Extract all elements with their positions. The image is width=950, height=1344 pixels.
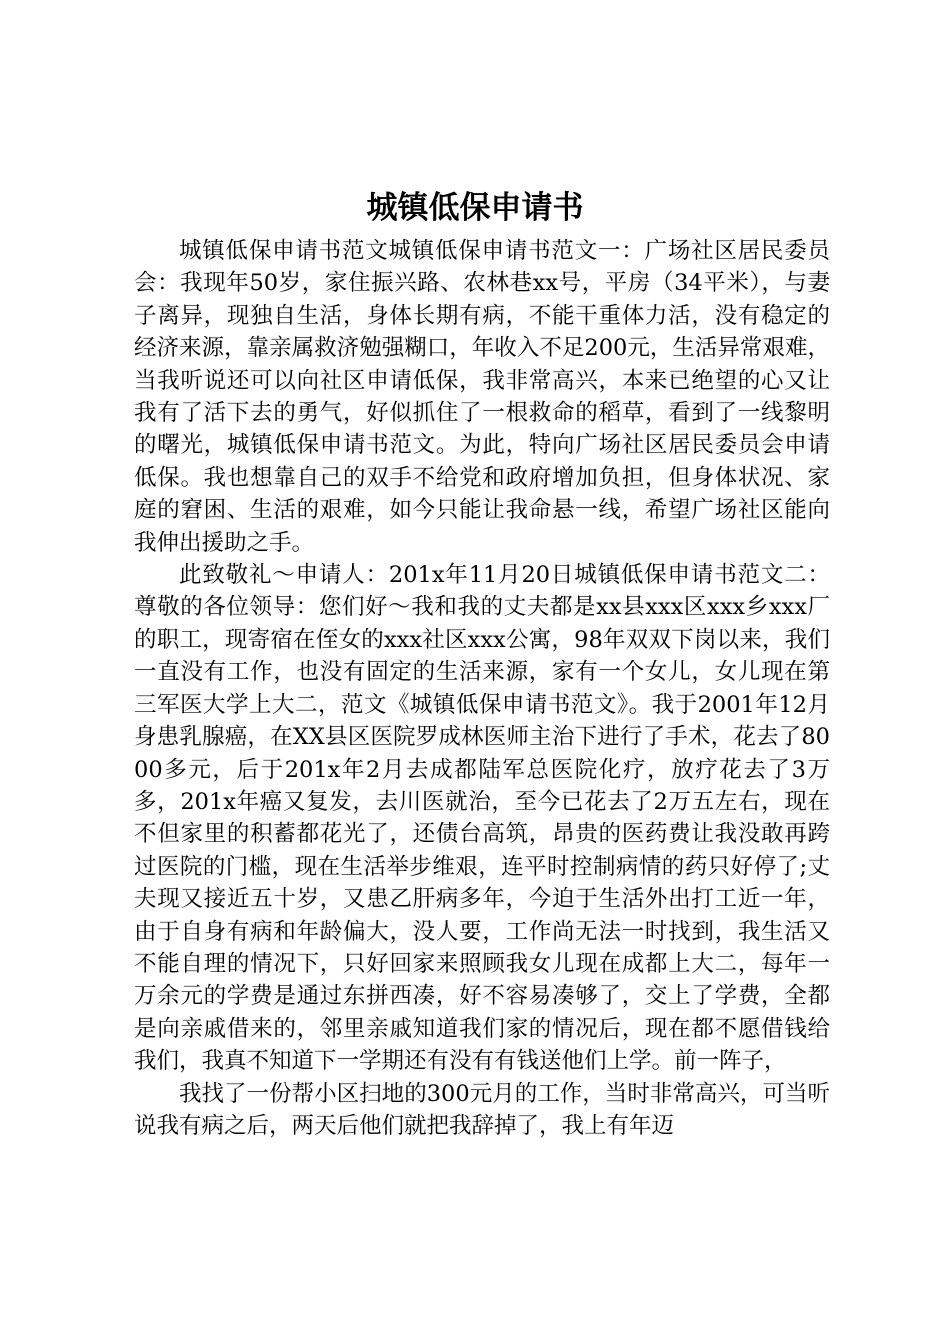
paragraph-2: 此致敬礼～申请人：201x年11月20日城镇低保申请书范文二：尊敬的各位领导：您们好～我和我的丈夫都是xx县xxx区xxx乡xxx厂的职工，现寄宿在侄女的xxx社区xxx公寓，98年双双下岗以来，我们一直没有工作，也没有固定的生活来源，家有一个女儿，女儿现在第三军医大学上大二，范文《城镇低保申请书范文》。我于2001年12月身患乳腺癌，在XX县区医院罗成林医师主治下进行了手术，花去了8000多元，后于201x年2月去成都陆军总医院化疗，放疗花去了3万多，201x年癌又复发，去川医就治，至今已花去了2万五左右，现在不但家里的积蓄都花光了，还债台高筑，昂贵的医药费让我没敢再跨过医院的门槛，现在生活举步维艰，连平时控制病情的药只好停了;丈夫现又接近五十岁，又患乙肝病多年，今迫于生活外出打工近一年，由于自身有病和年龄偏大，没人要，工作尚无法一时找到，我生活又不能自理的情况下，只好回家来照顾我女儿现在成都上大二，每年一万余元的学费是通过东拼西凑，好不容易凑够了，交上了学费，全都是向亲戚借来的，邻里亲戚知道我们家的情况后，现在都不愿借钱给我们，我真不知道下一学期还有没有有钱送他们上学。前一阵子， <box>134 562 830 1075</box>
paragraph-1: 城镇低保申请书范文城镇低保申请书范文一：广场社区居民委员会：我现年50岁，家住振兴路、农林巷xx号，平房（34平米），与妻子离异，现独自生活，身体长期有病，不能干重体力活，没有稳定的经济来源，靠亲属救济勉强糊口，年收入不足200元，生活异常艰难，当我听说还可以向社区申请低保，我非常高兴，本来已绝望的心又让我有了活下去的勇气，好似抓住了一根救命的稻草，看到了一线黎明的曙光，城镇低保申请书范文。为此，特向广场社区居民委员会申请低保。我也想靠自己的双手不给党和政府增加负担，但身体状况、家庭的窘困、生活的艰难，如今只能让我命悬一线，希望广场社区能向我伸出援助之手。 <box>134 238 830 556</box>
paragraph-3: 我找了一份帮小区扫地的300元月的工作，当时非常高兴，可当听说我有病之后，两天后他们就把我辞掉了，我上有年迈 <box>134 1080 830 1139</box>
document-body <box>134 235 830 1142</box>
document-title: 城镇低保申请书 <box>366 190 584 226</box>
